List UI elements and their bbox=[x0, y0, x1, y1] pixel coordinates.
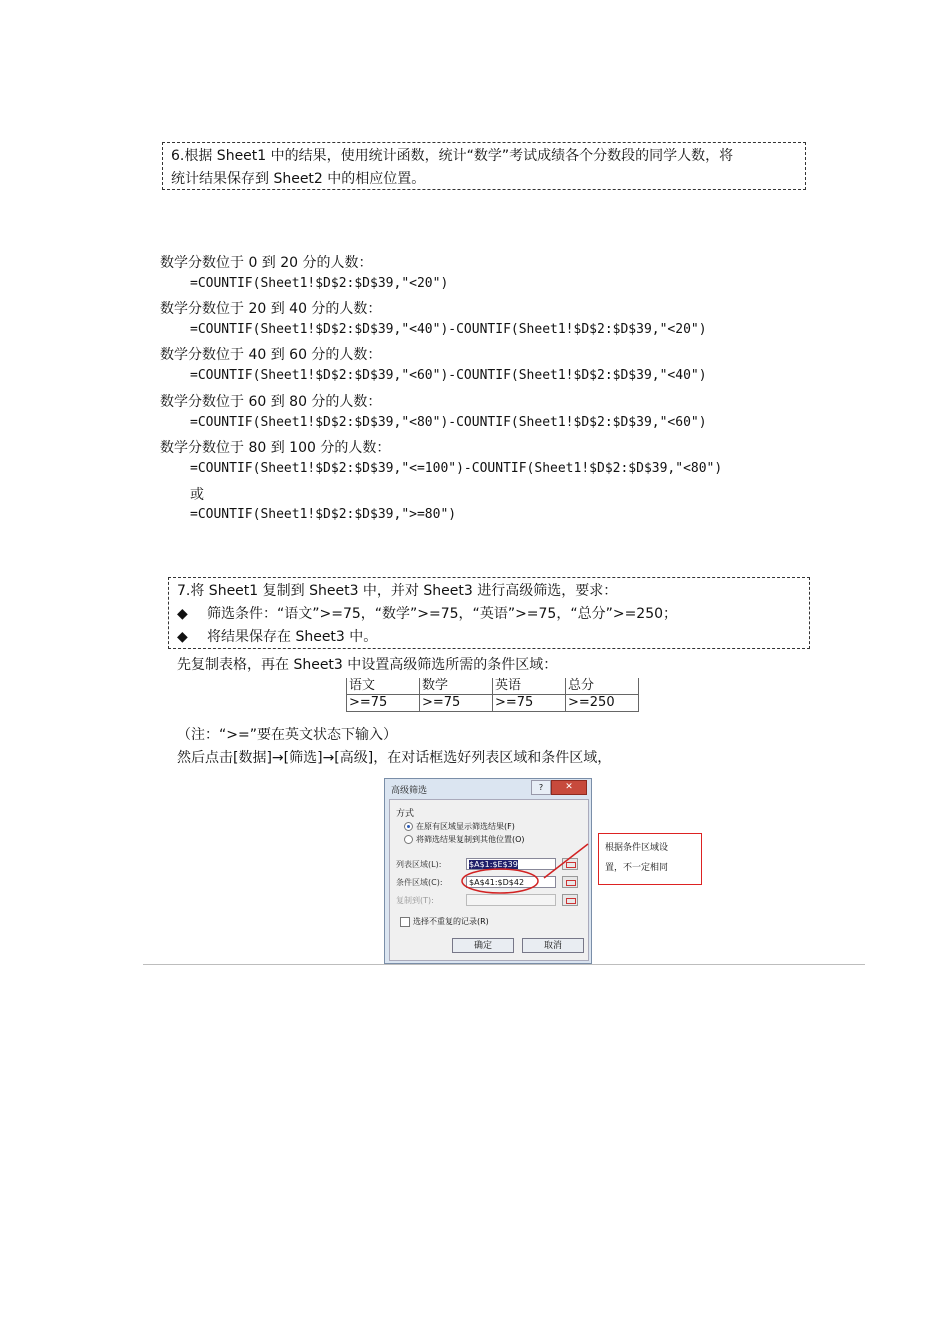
dialog-title: 高级筛选 bbox=[391, 786, 428, 796]
formula-0-20: =COUNTIF(Sheet1!$D$2:$D$39,"<20") bbox=[190, 276, 449, 291]
item-label-60-80: 数学分数位于 60 到 80 分的人数： bbox=[160, 394, 382, 410]
table-row bbox=[347, 678, 639, 695]
note-text: （注：“>=”要在英文状态下输入） bbox=[177, 727, 397, 743]
annotation-callout bbox=[598, 833, 702, 885]
criteria-range-input[interactable]: $A$41:$D$42 bbox=[466, 876, 556, 888]
copy-to-label: 复制到(T): bbox=[396, 896, 434, 905]
table-row bbox=[347, 695, 639, 712]
list-range-label: 列表区域(L): bbox=[396, 860, 442, 869]
item-label-40-60: 数学分数位于 40 到 60 分的人数： bbox=[160, 347, 382, 363]
criteria-range-label: 条件区域(C): bbox=[396, 878, 443, 887]
item-label-20-40: 数学分数位于 20 到 40 分的人数： bbox=[160, 301, 382, 317]
task7-box bbox=[168, 577, 810, 649]
bullet-icon: ◆ bbox=[177, 606, 188, 622]
criteria-value: >=75 bbox=[493, 695, 566, 712]
radio-selected-icon bbox=[404, 822, 413, 831]
criteria-header: 语文 bbox=[347, 678, 420, 695]
annotation-overlay bbox=[440, 830, 610, 900]
formula-40-60: =COUNTIF(Sheet1!$D$2:$D$39,"<60")-COUNTIF(Sheet1!$D$2:$D$39,"<40") bbox=[190, 368, 707, 383]
checkbox-icon bbox=[400, 917, 410, 927]
annotation-line2: 置，不一定相同 bbox=[605, 863, 669, 873]
or-text: 或 bbox=[190, 487, 204, 503]
pointer-line bbox=[544, 844, 588, 878]
help-button[interactable]: ? bbox=[531, 780, 551, 795]
item-label-80-100: 数学分数位于 80 到 100 分的人数： bbox=[160, 440, 391, 456]
criteria-value: >=250 bbox=[566, 695, 639, 712]
criteria-header: 总分 bbox=[566, 678, 639, 695]
highlight-ellipse bbox=[462, 869, 538, 893]
ok-button[interactable]: 确定 bbox=[452, 938, 514, 953]
task7-line1: 7.将 Sheet1 复制到 Sheet3 中，并对 Sheet3 进行高级筛选，要求： bbox=[177, 583, 618, 599]
task6-box bbox=[162, 142, 806, 190]
alt-formula: =COUNTIF(Sheet1!$D$2:$D$39,">=80") bbox=[190, 507, 457, 522]
item-label-0-20: 数学分数位于 0 到 20 分的人数： bbox=[160, 255, 373, 271]
task7-bullet2 bbox=[177, 626, 801, 649]
radio-copy-label: 将筛选结果复制到其他位置(O) bbox=[416, 835, 525, 844]
task6-line2: 统计结果保存到 Sheet2 中的相应位置。 bbox=[171, 171, 426, 187]
bullet1-text: 筛选条件：“语文”>=75，“数学”>=75，“英语”>=75，“总分”>=250； bbox=[207, 606, 678, 622]
instruction-copy: 先复制表格，再在 Sheet3 中设置高级筛选所需的条件区域： bbox=[177, 657, 558, 673]
criteria-value: >=75 bbox=[420, 695, 493, 712]
criteria-header: 数学 bbox=[420, 678, 493, 695]
annotation-line1: 根据条件区域设 bbox=[605, 843, 669, 853]
radio-icon bbox=[404, 835, 413, 844]
close-button[interactable]: ✕ bbox=[551, 780, 587, 795]
divider bbox=[143, 964, 865, 965]
task6-line1: 6.根据 Sheet1 中的结果，使用统计函数，统计“数学”考试成绩各个分数段的同学人数，将 bbox=[171, 148, 734, 164]
formula-60-80: =COUNTIF(Sheet1!$D$2:$D$39,"<80")-COUNTIF(Sheet1!$D$2:$D$39,"<60") bbox=[190, 415, 707, 430]
cancel-button[interactable]: 取消 bbox=[522, 938, 584, 953]
formula-20-40: =COUNTIF(Sheet1!$D$2:$D$39,"<40")-COUNTIF(Sheet1!$D$2:$D$39,"<20") bbox=[190, 322, 707, 337]
instruction-menu: 然后点击[数据]→[筛选]→[高级]，在对话框选好列表区域和条件区域， bbox=[177, 750, 612, 766]
task7-bullet1 bbox=[177, 603, 801, 626]
criteria-header: 英语 bbox=[493, 678, 566, 695]
unique-records-label: 选择不重复的记录(R) bbox=[413, 917, 489, 926]
mode-group-label: 方式 bbox=[396, 809, 415, 819]
bullet-icon: ◆ bbox=[177, 629, 188, 645]
unique-records-checkbox[interactable] bbox=[400, 916, 489, 927]
criteria-value: >=75 bbox=[347, 695, 420, 712]
radio-in-place-label: 在原有区域显示筛选结果(F) bbox=[416, 822, 515, 831]
list-range-value: $A$1:$E$39 bbox=[469, 860, 518, 869]
bullet2-text: 将结果保存在 Sheet3 中。 bbox=[207, 629, 378, 645]
formula-80-100: =COUNTIF(Sheet1!$D$2:$D$39,"<=100")-COUNTIF(Sheet1!$D$2:$D$39,"<80") bbox=[190, 461, 723, 476]
criteria-table bbox=[346, 678, 639, 712]
